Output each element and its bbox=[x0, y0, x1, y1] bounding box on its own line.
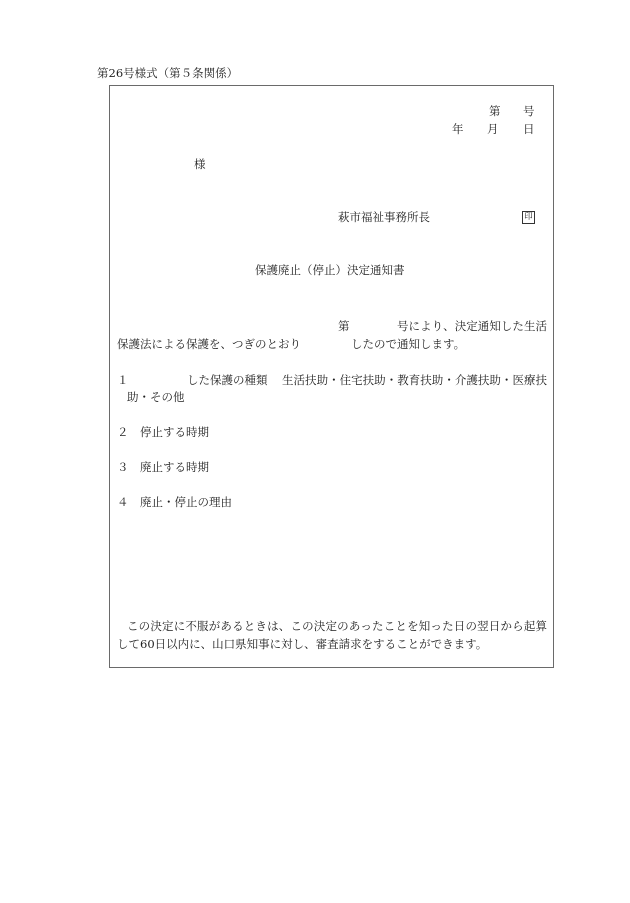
body-line2-prefix: 保護法による保護を、つぎのとおり bbox=[117, 337, 301, 351]
number-prefix: 第 bbox=[489, 104, 501, 118]
addressee-suffix: 様 bbox=[194, 157, 206, 171]
item-label: した保護の種類 bbox=[187, 373, 268, 387]
body-line1-suffix: 号により、決定通知した生活 bbox=[397, 319, 547, 333]
item-label: 廃止する時期 bbox=[140, 460, 209, 474]
body-line2-suffix: したので通知します。 bbox=[351, 337, 466, 351]
body-line1-prefix: 第 bbox=[338, 319, 350, 333]
item-number: ３ bbox=[117, 460, 129, 474]
item-number: ４ bbox=[117, 495, 129, 509]
date-year: 年 bbox=[452, 122, 464, 136]
item-value: 生活扶助・住宅扶助・教育扶助・介護扶助・医療扶 bbox=[282, 373, 547, 387]
item-label: 停止する時期 bbox=[140, 425, 209, 439]
document-title: 保護廃止（停止）決定通知書 bbox=[255, 263, 405, 277]
item-label: 廃止・停止の理由 bbox=[140, 495, 232, 509]
date-month: 月 bbox=[487, 122, 499, 136]
date-day: 日 bbox=[523, 122, 535, 136]
form-label: 第26号様式（第５条関係） bbox=[97, 66, 239, 80]
number-suffix: 号 bbox=[523, 104, 535, 118]
issuer-name: 萩市福祉事務所長 bbox=[338, 210, 430, 224]
notice-line1: この決定に不服があるときは、この決定のあったことを知った日の翌日から起算 bbox=[127, 619, 547, 633]
item-value-continued: 助・その他 bbox=[127, 390, 185, 404]
notice-line2: して60日以内に、山口県知事に対し、審査請求をすることができます。 bbox=[117, 637, 488, 651]
seal-mark: 印 bbox=[522, 211, 535, 224]
item-number: ２ bbox=[117, 425, 129, 439]
item-number: １ bbox=[117, 373, 129, 387]
